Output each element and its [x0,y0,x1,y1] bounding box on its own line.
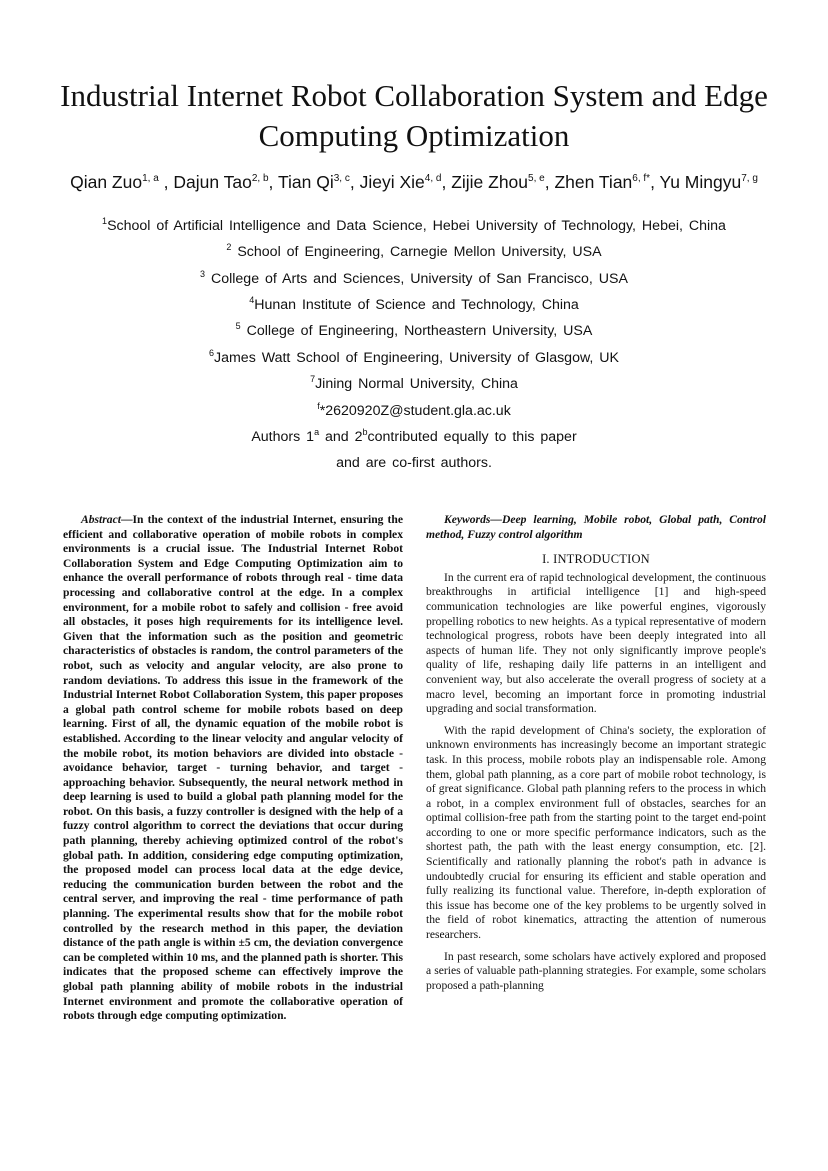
keywords-dash: — [490,513,502,526]
intro-paragraph: In past research, some scholars have actively explored and proposed a series of valuable path-planning strategies. For example, some scholars proposed a path-planning [426,949,766,992]
affiliation-superscript: 3 [200,269,206,279]
abstract-text: In the context of the industrial Internet, ensuring the efficient and collaborative operation of mobile robots in complex environments is a crucial issue. The Industrial Internet Robot Collaboration System and Edge Computing Optimization aim to enhance the overall performance of robots through real - time data processing and collaborative control at the edge. In a complex environment, for a mobile robot to safely and collision - free avoid all obstacles, it poses high requirements for its intelligence level. Given that the information such as the position and geometric characteristics of obstacles is random, the control parameters of the robot, such as velocity and angular velocity, are also prone to random deviations. To address this issue in the framework of the Industrial Internet Robot Collaboration System, this paper proposes a global path control scheme for mobile robots based on deep learning. First of all, the dynamic equation of the mobile robot is established. According to the linear velocity and angular velocity of the mobile robot, its motion behaviors are divided into obstacle - avoidance behavior, target - turning behavior, and target - approaching behavior. Subsequently, the neural network method in deep learning is used to build a global path planning model for the robot. On this basis, a fuzzy controller is designed with the help of a fuzzy control algorithm to correct the deviations that occur during path planning, thereby achieving optimized control of the robot's global path. In addition, considering edge computing optimization, the proposed model can process local data at the edge device, reducing the communication burden between the robot and the central server, and improving the real - time performance of path planning. The experimental results show that for the mobile robot controlled by the research method in this paper, the deviation distance of the path angle is within ±5 cm, the deviation convergence can be completed within 10 ms, and the planned path is shorter. This indicates that the proposed scheme can effectively improve the global path planning ability of mobile robots in the industrial Internet environment and promote the collaborative operation of robots through edge computing optimization. [63,513,403,1023]
keywords-label: Keywords [444,513,491,526]
author-name: Jieyi Xie [359,172,425,192]
email-superscript: f [317,401,320,411]
affiliation-text: Hunan Institute of Science and Technology, China [254,297,579,313]
affiliation-text: School of Artificial Intelligence and Data Science, Hebei University of Technology, Hebei, China [107,218,726,234]
affiliation-text: Jining Normal University, China [315,376,518,392]
author-list [50,170,778,194]
affiliation-text: School of Engineering, Carnegie Mellon University, USA [231,244,602,260]
author-name: Zhen Tian [554,172,633,192]
affiliation-text: College of Engineering, Northeastern University, USA [240,323,593,339]
affiliation-superscript: 6 [208,348,214,358]
author-superscript: 7, g [741,173,758,184]
affiliation-superscript: 4 [249,295,255,305]
author-name: Tian Qi [277,172,334,192]
equal-contribution-note [60,428,768,446]
intro-paragraph: In the current era of rapid technological development, the continuous breakthroughs in artificial intelligence [1] and high-speed communication technologies are like powerful engines, vigorously propelling robotics to new heights. As a typical representative of modern technological progress, robots have been deeply integrated into all aspects of human life. They not only significantly improve people's quality of life, reshaping daily life patterns in an intelligent and convenient way, but also accelerate the overall progress of society at a macro level, becoming an important force in promoting industrial upgrading and social transformation. [426,570,766,716]
affiliation-4 [60,296,768,314]
note-text: contributed equally to this paper [367,429,577,445]
author-separator: , [158,172,174,192]
author-name: Yu Mingyu [659,172,742,192]
paper-title: Industrial Internet Robot Collaboration System and Edge Computing Optimization [60,78,768,153]
author-superscript: 4, d [424,173,442,184]
intro-paragraph: With the rapid development of China's society, the exploration of unknown environments has increasingly become an important strategic task. In this process, mobile robots play an indispensable role. Among them, global path planning, as a core part of mobile robot technology, is of great significance. Global path planning refers to the process in which a robot, in a complex environment full of obstacles, searches for an optimal collision-free path from the starting point to the target end-point according to one or more specific performance indicators, such as the shortest path, the path with the least energy consumption, etc. [2]. Scientifically and rationally planning the robot's path in advance is undoubtedly crucial for ensuring its efficient and stable operation and fully realizing its functional value. Therefore, in-depth exploration of this issue has become one of the key problems to be urgently solved in the field of robot kinematics, attracting the attention of numerous researchers. [426,723,766,942]
author-separator: , [441,172,452,192]
author-superscript: 5, e [528,173,545,184]
note-text: and 2 [319,429,363,445]
author-separator: , [268,172,278,192]
author-superscript: 2, b [251,173,269,184]
note-superscript: a [314,427,320,437]
section-heading: I. INTRODUCTION [542,552,650,567]
author-name: Qian Zuo [70,172,143,192]
abstract-column [63,513,403,1024]
author-superscript: 6, f* [632,173,651,184]
affiliation-superscript: 2 [226,242,232,252]
affiliation-superscript: 5 [235,321,241,331]
affiliation-1 [60,217,768,235]
corresponding-email [60,402,768,420]
affiliation-7 [60,375,768,393]
author-separator: , [650,172,660,192]
keywords-text: Deep learning, Mobile robot, Global path, Control method, Fuzzy control algorithm [426,513,766,541]
author-superscript: 3, c [333,173,350,184]
affiliation-superscript: 1 [102,216,108,226]
affiliation-6 [60,349,768,367]
abstract [63,513,403,1024]
note-superscript: b [362,427,368,437]
right-column [426,513,766,993]
affiliation-text: College of Arts and Sciences, University of San Francisco, USA [205,271,628,287]
note-text: Authors 1 [251,429,315,445]
author-separator: , [349,172,360,192]
author-superscript: 1, a [142,173,159,184]
affiliation-2 [60,243,768,261]
author-name: Dajun Tao [173,172,252,192]
abstract-label: Abstract [81,513,121,526]
affiliation-5 [60,322,768,340]
abstract-dash: — [120,513,133,526]
author-separator: , [544,172,555,192]
affiliation-superscript: 7 [310,374,316,384]
author-name: Zijie Zhou [451,172,529,192]
affiliation-text: James Watt School of Engineering, University of Glasgow, UK [214,350,620,366]
email-text: *2620920Z@student.gla.ac.uk [319,403,511,419]
affiliation-3 [60,270,768,288]
keywords [426,513,766,542]
equal-contribution-note-line2: and are co-first authors. [336,455,492,471]
